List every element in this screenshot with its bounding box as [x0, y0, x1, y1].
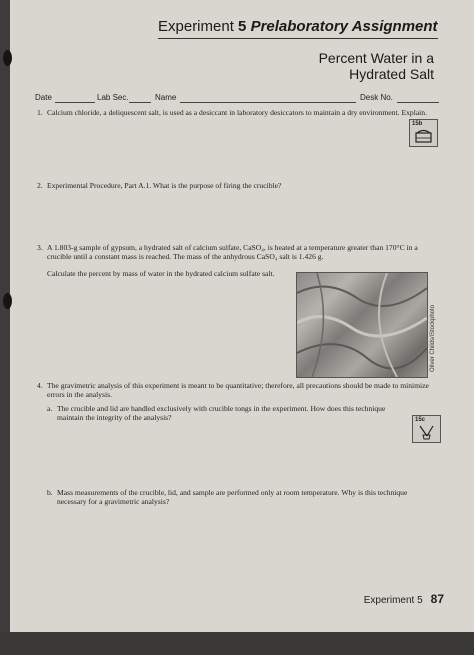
date-field[interactable] — [55, 102, 95, 103]
question-1: 1. Calcium chloride, a deliquescent salt, is used as a desiccant in laboratory desiccators to maintain a dry environment. Explain. — [37, 108, 427, 117]
binder-hole — [3, 50, 12, 66]
gypsum-rock-image — [297, 273, 427, 377]
question-4: 4. The gravimetric analysis of this experiment is meant to be quantitative; therefore, all precautions should be made to minimize errors in the analysis. — [37, 381, 429, 400]
question-3-calculate: Calculate the percent by mass of water in the hydrated calcium sulfate salt. — [47, 269, 275, 278]
experiment-number: 5 — [238, 18, 247, 35]
question-4b: b. Mass measurements of the crucible, lid, and sample are performed only at room temperature. Why is this technique necessary for a gravimetric analysis? — [47, 488, 408, 507]
desk-field[interactable] — [397, 102, 439, 103]
question-4a: a. The crucible and lid are handled exclusively with crucible tongs in the experiment. How does this technique maintain the integrity of the analysis? — [47, 404, 386, 423]
question-3: 3. A 1.803-g sample of gypsum, a hydrated salt of calcium sulfate, CaSO₄, is heated at a temperature greater than 170°C in a crucible until a constant mass is reached. The mass of the anhydrous CaSO₄ salt is 1.426 g. — [37, 243, 418, 262]
assignment-label: Prelaboratory Assignment — [250, 18, 438, 35]
page-left-shadow — [0, 0, 10, 655]
lab-sec-field[interactable] — [129, 102, 151, 103]
student-info-fields — [35, 93, 439, 105]
lab-sec-label: Lab Sec. — [97, 93, 129, 102]
date-label: Date — [35, 93, 52, 102]
binder-hole — [3, 293, 12, 309]
photo-credit: Oliver Childs/iStockphoto — [430, 304, 436, 372]
page-number: 87 — [430, 592, 444, 606]
question-2: 2. Experimental Procedure, Part A.1. What is the purpose of firing the crucible? — [37, 181, 282, 190]
desk-label: Desk No. — [360, 93, 393, 102]
gypsum-photo — [296, 272, 428, 378]
page-footer — [364, 592, 444, 606]
technique-badge: 15b — [409, 119, 438, 147]
crucible-tongs-icon — [417, 424, 436, 440]
experiment-subtitle: Percent Water in a Hydrated Salt — [318, 50, 434, 82]
assignment-title: Experiment 5 Prelaboratory Assignment — [158, 18, 438, 39]
name-field[interactable] — [180, 102, 356, 103]
name-label: Name — [155, 93, 177, 102]
technique-badge: 15c — [412, 415, 441, 443]
footer-label: Experiment 5 — [363, 595, 423, 606]
table-surface — [0, 632, 474, 655]
desiccator-icon — [414, 128, 433, 144]
